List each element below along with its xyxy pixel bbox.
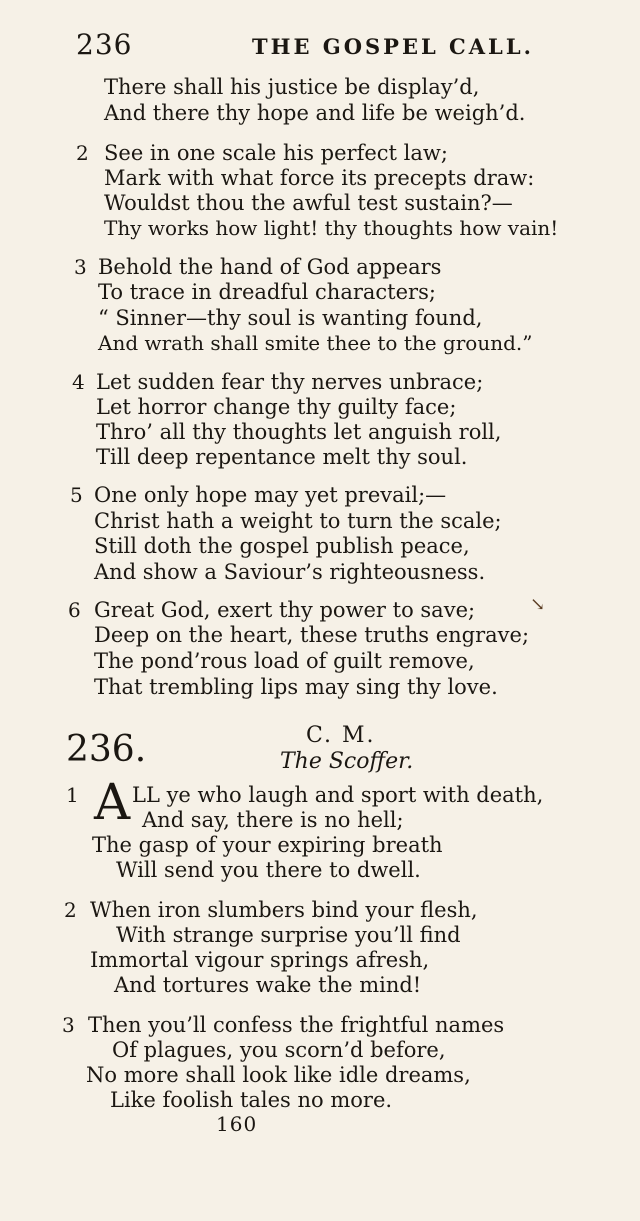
verse-line: And say, there is no hell; bbox=[142, 808, 404, 832]
verse-line: Mark with what force its precepts draw: bbox=[104, 166, 535, 190]
verse-line: That trembling lips may sing thy love. bbox=[94, 675, 498, 699]
verse-line: Will send you there to dwell. bbox=[116, 858, 421, 882]
verse-line: And there thy hope and life be weigh’d. bbox=[104, 101, 526, 125]
signature-number: 160 bbox=[216, 1112, 258, 1136]
verse-line: LL ye who laugh and sport with death, bbox=[132, 783, 544, 807]
stanza-number: 2 bbox=[76, 141, 89, 165]
stanza-number: 6 bbox=[68, 598, 81, 622]
hymn-title: The Scoffer. bbox=[280, 749, 414, 774]
stanza-number: 3 bbox=[62, 1013, 75, 1037]
verse-line: Let sudden fear thy nerves unbrace; bbox=[96, 370, 484, 394]
verse-line: Behold the hand of God appears bbox=[98, 255, 442, 279]
verse-line: Immortal vigour springs afresh, bbox=[90, 948, 430, 972]
verse-line: To trace in dreadful characters; bbox=[98, 280, 436, 304]
drop-cap: A bbox=[94, 773, 131, 831]
verse-line: Then you’ll confess the frightful names bbox=[88, 1013, 505, 1037]
verse-line: Like foolish tales no more. bbox=[110, 1088, 393, 1112]
verse-line: “ Sinner—thy soul is wanting found, bbox=[98, 306, 483, 330]
verse-line: The pond’rous load of guilt remove, bbox=[94, 649, 475, 673]
verse-line: Thy works how light! thy thoughts how vain! bbox=[104, 216, 559, 240]
verse-line: Great God, exert thy power to save; bbox=[94, 598, 476, 622]
verse-line: And wrath shall smite thee to the ground.” bbox=[98, 331, 533, 355]
verse-line: When iron slumbers bind your flesh, bbox=[90, 898, 478, 922]
verse-line: With strange surprise you’ll find bbox=[116, 923, 461, 947]
stanza-number: 3 bbox=[74, 255, 87, 279]
stanza-number: 2 bbox=[64, 898, 77, 922]
verse-line: The gasp of your expiring breath bbox=[92, 833, 443, 857]
hymn-meter: C. M. bbox=[306, 723, 376, 748]
verse-line: Wouldst thou the awful test sustain?— bbox=[104, 191, 513, 215]
page-number: 236 bbox=[76, 28, 133, 61]
page-header bbox=[76, 28, 616, 64]
ink-blot-mark: ↘ bbox=[530, 594, 546, 615]
verse-line: Till deep repentance melt thy soul. bbox=[96, 445, 468, 469]
verse-line: Christ hath a weight to turn the scale; bbox=[94, 509, 502, 533]
verse-line: And show a Saviour’s righteousness. bbox=[94, 560, 486, 584]
verse-line: Let horror change thy guilty face; bbox=[96, 395, 457, 419]
stanza-number: 1 bbox=[66, 783, 79, 807]
running-title: THE GOSPEL CALL. bbox=[252, 34, 534, 59]
stanza-number: 5 bbox=[70, 483, 83, 507]
verse-line: Still doth the gospel publish peace, bbox=[94, 534, 470, 558]
verse-line: Deep on the heart, these truths engrave; bbox=[94, 623, 530, 647]
verse-line: See in one scale his perfect law; bbox=[104, 141, 448, 165]
verse-line: And tortures wake the mind! bbox=[114, 973, 422, 997]
verse-line: No more shall look like idle dreams, bbox=[86, 1063, 471, 1087]
verse-line: One only hope may yet prevail;— bbox=[94, 483, 447, 507]
verse-line: There shall his justice be display’d, bbox=[104, 75, 480, 99]
hymn-number: 236. bbox=[66, 729, 147, 770]
verse-line: Thro’ all thy thoughts let anguish roll, bbox=[96, 420, 502, 444]
verse-line: Of plagues, you scorn’d before, bbox=[112, 1038, 446, 1062]
stanza-number: 4 bbox=[72, 370, 85, 394]
